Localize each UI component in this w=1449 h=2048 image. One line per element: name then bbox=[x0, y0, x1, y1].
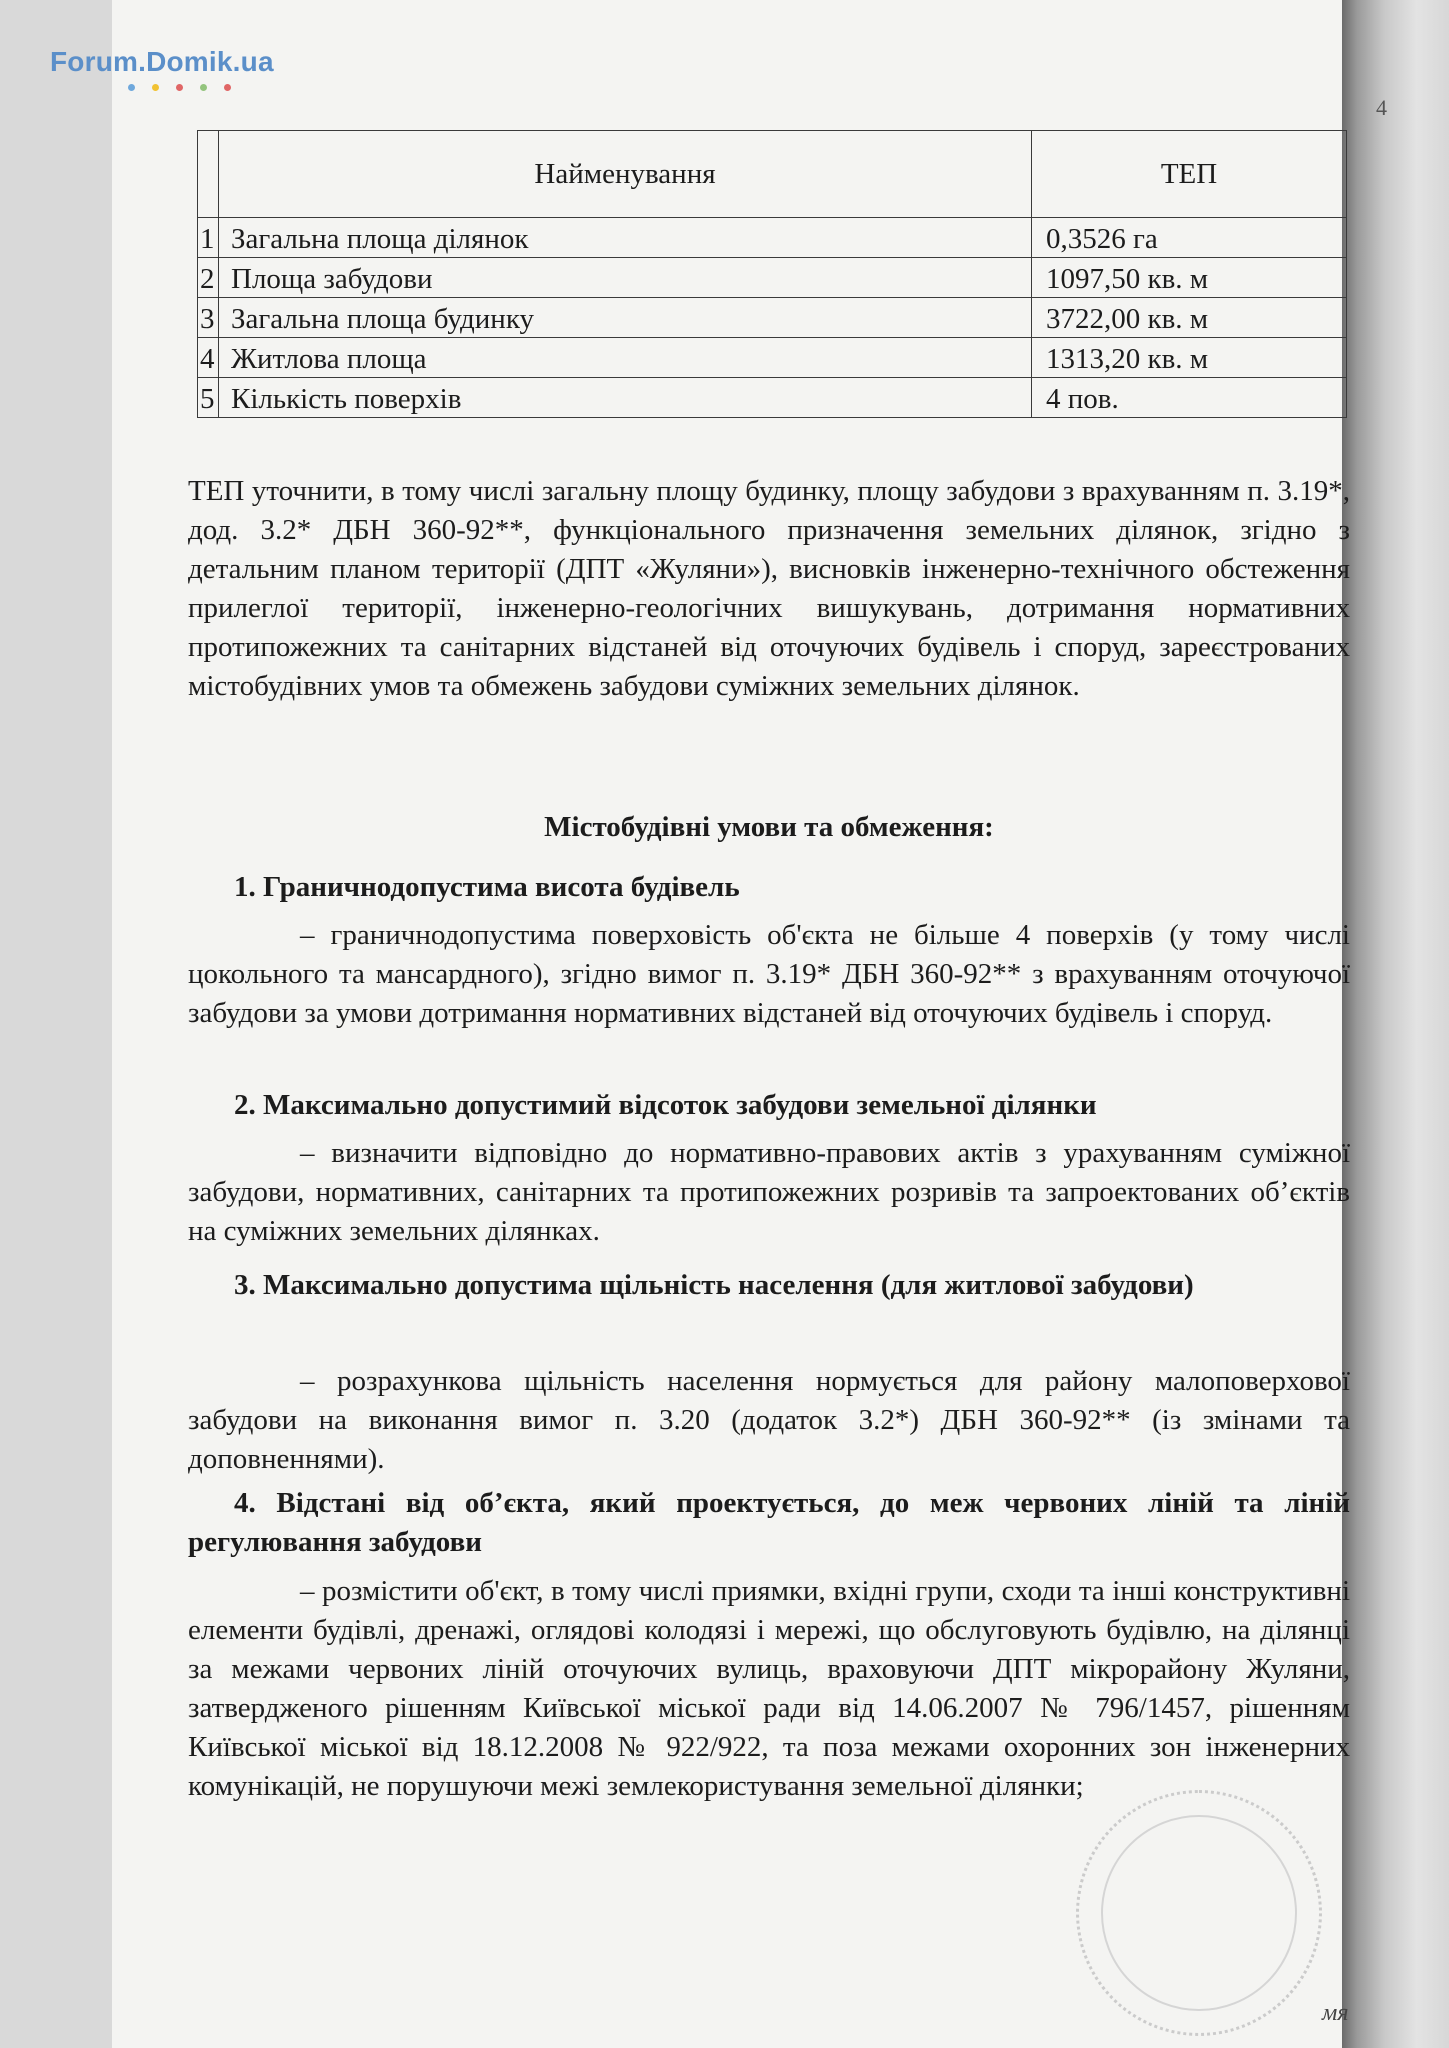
row-name: Загальна площа ділянок bbox=[219, 218, 1032, 258]
watermark-dot bbox=[200, 84, 207, 91]
table-header-name: Найменування bbox=[219, 131, 1032, 218]
row-name: Кількість поверхів bbox=[219, 378, 1032, 418]
row-number: 5 bbox=[198, 378, 219, 418]
item-heading-4: 4. Відстані від об’єкта, який проектується, до меж червоних ліній та ліній регулювання забудови bbox=[188, 1487, 1350, 1558]
item-heading-3: 3. Максимально допустима щільність населення (для житлової забудови) bbox=[234, 1269, 1194, 1301]
signature: мя bbox=[1322, 2000, 1349, 2026]
item-text-1: – граничнодопустима поверховість об'єкта не більше 4 поверхів (у тому числі цокольного та мансардного), згідно вимог п. 3.19* ДБН 360-92** з врахуванням оточуючої забудови за умови дотримання нормативних відстаней від оточуючих будівель і споруд. bbox=[188, 919, 1350, 1029]
official-stamp bbox=[1076, 1790, 1322, 2036]
row-name: Площа забудови bbox=[219, 258, 1032, 298]
table-row bbox=[198, 218, 1347, 258]
scan-edge bbox=[1342, 0, 1449, 2048]
watermark-dot bbox=[152, 84, 159, 91]
item-text-3: – розрахункова щільність населення нормується для району малоповерхової забудови на виконання вимог п. 3.20 (додаток 3.2*) ДБН 360-92** (із змінами та доповненнями). bbox=[188, 1365, 1350, 1475]
table-header-tep: ТЕП bbox=[1032, 131, 1347, 218]
item-text-4: – розмістити об'єкт, в тому числі приямки, вхідні групи, сходи та інші конструктивні елементи будівлі, дренажі, оглядові колодязі і мережі, що обслуговують будівлю, на ділянці за межами червоних ліній оточуючих вулиць, враховуючи ДПТ мікрорайону Жуляни, затвердженого рішенням Київської міської ради від 14.06.2007 № 796/1457, рішенням Київської міської від 18.12.2008 № 922/922, та поза межами охоронних зон інженерних комунікацій, не порушуючи межі землекористування земельної ділянки; bbox=[188, 1575, 1350, 1802]
row-number: 2 bbox=[198, 258, 219, 298]
watermark-dot bbox=[128, 84, 135, 91]
table-row bbox=[198, 378, 1347, 418]
watermark-logo[interactable]: Forum.Domik.ua bbox=[50, 46, 274, 77]
page-number: 4 bbox=[1376, 95, 1387, 120]
watermark-dots bbox=[128, 78, 244, 96]
row-value: 1097,50 кв. м bbox=[1032, 258, 1347, 298]
row-name: Загальна площа будинку bbox=[219, 298, 1032, 338]
item-heading-2: 2. Максимально допустимий відсоток забудови земельної ділянки bbox=[234, 1089, 1097, 1121]
table-header-row bbox=[198, 131, 1347, 218]
row-value: 3722,00 кв. м bbox=[1032, 298, 1347, 338]
row-value: 1313,20 кв. м bbox=[1032, 338, 1347, 378]
watermark-dot bbox=[176, 84, 183, 91]
intro-paragraph: ТЕП уточнити, в тому числі загальну площу будинку, площу забудови з врахуванням п. 3.19*, дод. 3.2* ДБН 360-92**, функціонального призначення земельних ділянок, згідно з детальним планом території (ДПТ «Жуляни»), висновків інженерно-технічного обстеження прилеглої території, інженерно-геологічних вишукувань, дотримання нормативних протипожежних та санітарних відстаней від оточуючих будівель і споруд, зареєстрованих містобудівних умов та обмежень забудови суміжних земельних ділянок. bbox=[188, 475, 1350, 702]
watermark-dot bbox=[224, 84, 231, 91]
tep-table bbox=[197, 130, 1347, 418]
item-heading-1: 1. Граничнодопустима висота будівель bbox=[234, 871, 740, 903]
table-header-number bbox=[198, 131, 219, 218]
row-number: 4 bbox=[198, 338, 219, 378]
row-value: 0,3526 га bbox=[1032, 218, 1347, 258]
row-number: 1 bbox=[198, 218, 219, 258]
table-row bbox=[198, 298, 1347, 338]
table-row bbox=[198, 258, 1347, 298]
item-text-2: – визначити відповідно до нормативно-правових актів з урахуванням суміжної забудови, нормативних, санітарних та протипожежних розривів та запроектованих об’єктів на суміжних земельних ділянках. bbox=[188, 1137, 1350, 1247]
section-title: Містобудівні умови та обмеження: bbox=[544, 811, 994, 843]
row-number: 3 bbox=[198, 298, 219, 338]
row-value: 4 пов. bbox=[1032, 378, 1347, 418]
table-row bbox=[198, 338, 1347, 378]
row-name: Житлова площа bbox=[219, 338, 1032, 378]
